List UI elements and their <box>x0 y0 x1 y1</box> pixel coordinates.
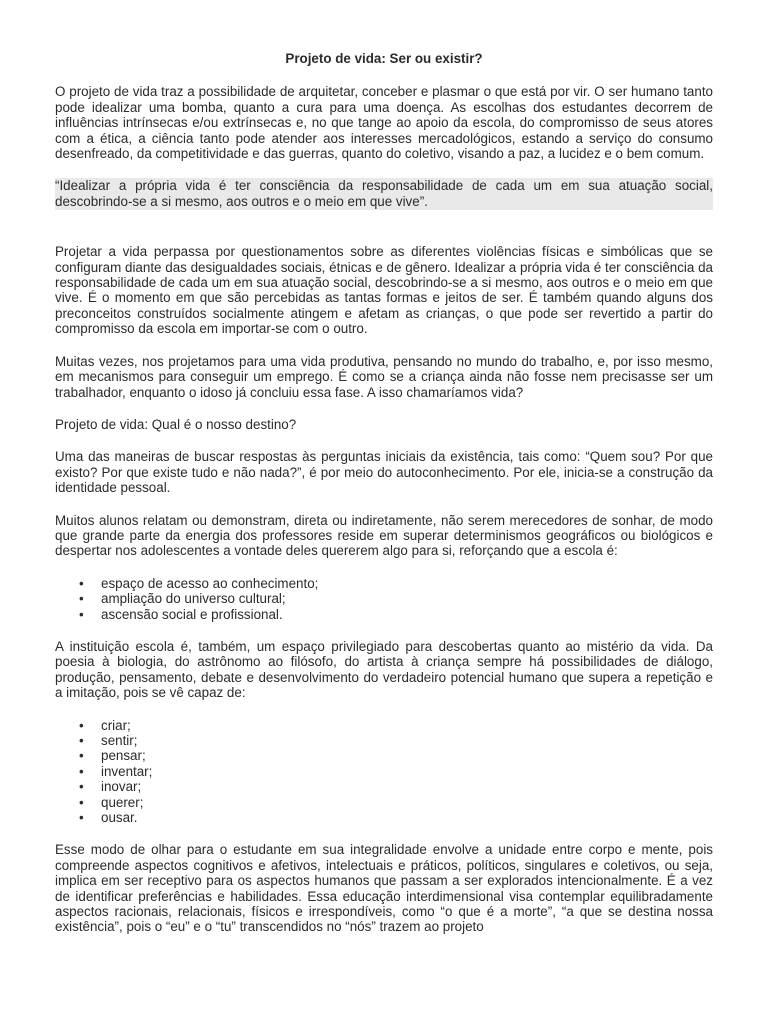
list-item: • inovar; <box>101 779 713 794</box>
list-item: • inventar; <box>101 764 713 779</box>
paragraph-3: Muitas vezes, nos projetamos para uma vida produtiva, pensando no mundo do trabalho, e, por isso mesmo, em mecanismos para conseguir um emprego. É como se a criança ainda não fosse nem precisasse ser um trabalhador, enquanto o idoso já concluiu essa fase. A isso chamaríamos vida? <box>55 353 713 400</box>
list-item: • sentir; <box>101 733 713 748</box>
section-heading: Projeto de vida: Qual é o nosso destino? <box>55 416 297 432</box>
paragraph-8: Esse modo de olhar para o estudante em sua integralidade envolve a unidade entre corpo e mente, pois compreende aspectos cognitivos e afetivos, intelectuais e práticos, políticos, singulares e coletivos, ou seja, implica em ser receptivo para os aspectos humanos que passam a ser explorados intencionalmente. É a vez de identificar preferências e habilidades. Essa educação interdimensional visa contemplar equilibradamente aspectos racionais, relacionais, físicos e irrespondíveis, como “o que é a morte”, “a que se destina nossa existência”, pois o “eu” e o “tu” transcendidos no “nós” trazem ao projeto <box>55 842 713 935</box>
document-title: Projeto de vida: Ser ou existir? <box>285 51 483 66</box>
document-page <box>55 51 713 952</box>
list-item: • espaço de acesso ao conhecimento; <box>101 576 713 591</box>
paragraph-6: Muitos alunos relatam ou demonstram, direta ou indiretamente, não serem merecedores de sonhar, de modo que grande parte da energia dos professores reside em superar determinismos geográficos ou biológicos e despertar nos adolescentes a vontade deles quererem algo para si, reforçando que a escola é: <box>55 512 713 559</box>
paragraph-1: O projeto de vida traz a possibilidade de arquitetar, conceber e plasmar o que está por vir. O ser humano tanto pode idealizar uma bomba, quanto a cura para uma doença. As escolhas dos estudantes decorrem de influências intrínsecas e/ou extrínsecas e, no que tange ao apoio da escola, do compromisso de seus atores com a ética, a ciência tanto pode atender aos interesses mercadológicos, estando a serviço do consumo desenfreado, da competitividade e das guerras, quanto do coletivo, visando a paz, a lucidez e o bem comum. <box>55 84 713 162</box>
paragraph-5: Uma das maneiras de buscar respostas às perguntas iniciais da existência, tais como: “Quem sou? Por que existo? Por que existe tudo e não nada?”, é por meio do autoconhecimento. Por ele, inicia-se a construção da identidade pessoal. <box>55 449 713 496</box>
paragraph-2: Projetar a vida perpassa por questionamentos sobre as diferentes violências físicas e simbólicas que se configuram diante das desigualdades sociais, étnicas e de gênero. Idealizar a própria vida é ter consciência da responsabilidade de cada um em sua atuação social, descobrindo-se a si mesmo, aos outros e o meio em que vive. É o momento em que são percebidas as tantas formas e jeitos de ser. É também quando alguns dos preconceitos construídos socialmente atingem e afetam as crianças, o que pode ser revertido a partir do compromisso da escola em importar-se com o outro. <box>55 244 713 337</box>
list-item: • ampliação do universo cultural; <box>101 591 713 606</box>
capabilities-list <box>55 718 713 826</box>
list-item: • criar; <box>101 718 713 733</box>
paragraph-7: A instituição escola é, também, um espaço privilegiado para descobertas quanto ao mistério da vida. Da poesia à biologia, do astrônomo ao filósofo, do artista à criança sempre há possibilidades de diálogo, produção, pensamento, debate e desenvolvimento do verdadeiro potencial humano que supera a repetição e a imitação, pois se vê capaz de: <box>55 638 713 701</box>
list-item: • ascensão social e profissional. <box>101 607 713 622</box>
highlighted-quote: “Idealizar a própria vida é ter consciência da responsabilidade de cada um em sua atuação social, descobrindo-se a si mesmo, aos outros e o meio em que vive”. <box>55 178 713 209</box>
school-list <box>55 576 713 622</box>
list-item: • pensar; <box>101 748 713 763</box>
list-item: • ousar. <box>101 810 713 825</box>
list-item: • querer; <box>101 795 713 810</box>
